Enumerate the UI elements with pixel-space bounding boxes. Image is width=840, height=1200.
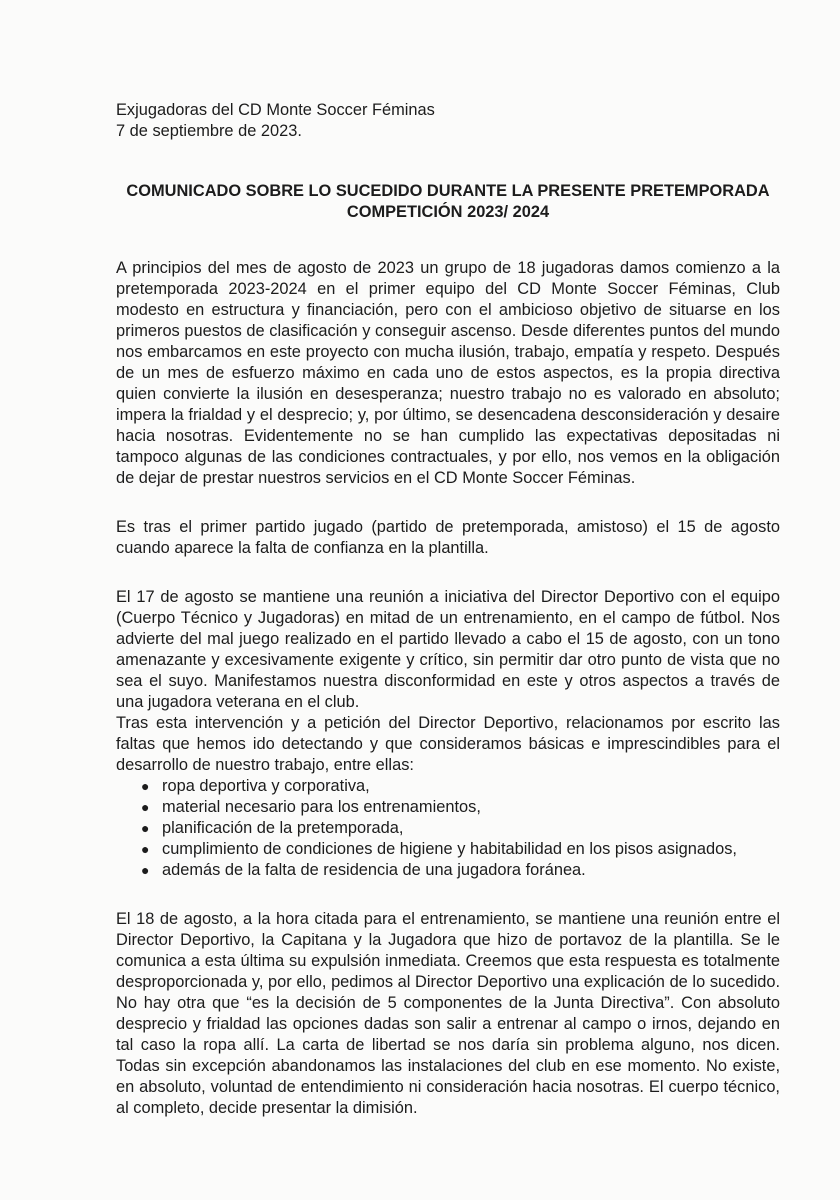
title-line-2: COMPETICIÓN 2023/ 2024 — [346, 203, 550, 221]
list-item: ● planificación de la pretemporada, — [141, 819, 404, 837]
list-item: ● ropa deportiva y corporativa, — [141, 777, 370, 795]
date-line: 7 de septiembre de 2023. — [116, 122, 302, 140]
bullet-icon: ● — [141, 862, 150, 878]
bullet-icon: ● — [141, 778, 150, 794]
document-title — [116, 181, 780, 223]
paragraph-4: Tras esta intervención y a petición del Director Deportivo, relacionamos por escrito las faltas que hemos ido detectando y que consideramos básicas e imprescindibles para el desarrollo de nuestro trabajo, entre ellas: — [116, 714, 780, 774]
paragraph-5: El 18 de agosto, a la hora citada para el entrenamiento, se mantiene una reunión entre el Director Deportivo, la Capitana y la Jugadora que hizo de portavoz de la plantilla. Se le comunica a esta última su expulsión inmediata. Creemos que esta respuesta es totalmente desproporcionada y, por ello, pedimos al Director Deportivo una explicación de lo sucedido. No hay otra que “es la decisión de 5 componentes de la Junta Directiva”. Con absoluto desprecio y frialdad las opciones dadas son salir a entrenar al campo o irnos, dejando en tal caso la ropa allí. La carta de libertad se nos daría sin problema alguno, nos dicen. Todas sin excepción abandonamos las instalaciones del club en ese momento. No existe, en absoluto, voluntad de entendimiento ni consideración hacia nosotras. El cuerpo técnico, al completo, decide presentar la dimisión. — [116, 910, 780, 1117]
list-item: ● material necesario para los entrenamientos, — [141, 798, 481, 816]
bullet-icon: ● — [141, 799, 150, 815]
sender-line: Exjugadoras del CD Monte Soccer Féminas — [116, 101, 435, 119]
paragraph-1: A principios del mes de agosto de 2023 un grupo de 18 jugadoras damos comienzo a la pretemporada 2023-2024 en el primer equipo del CD Monte Soccer Féminas, Club modesto en estructura y financiación, pero con el ambicioso objetivo de situarse en los primeros puestos de clasificación y conseguir ascenso. Desde diferentes puntos del mundo nos embarcamos en este proyecto con mucha ilusión, trabajo, empatía y respeto. Después de un mes de esfuerzo máximo en cada uno de estos aspectos, es la propia directiva quien convierte la ilusión en desesperanza; nuestro trabajo no es valorado en absoluto; impera la frialdad y el desprecio; y, por último, se desencadena desconsideración y desaire hacia nosotras. Evidentemente no se han cumplido las expectativas depositadas ni tampoco algunas de las condiciones contractuales, y por ello, nos vemos en la obligación de dejar de prestar nuestros servicios en el CD Monte Soccer Féminas. — [116, 259, 780, 487]
list-item: ● además de la falta de residencia de una jugadora foránea. — [141, 861, 586, 879]
bullet-icon: ● — [141, 841, 150, 857]
list-item: ● cumplimiento de condiciones de higiene y habitabilidad en los pisos asignados, — [141, 840, 737, 858]
paragraph-3: El 17 de agosto se mantiene una reunión a iniciativa del Director Deportivo con el equipo (Cuerpo Técnico y Jugadoras) en mitad de un entrenamiento, en el campo de fútbol. Nos advierte del mal juego realizado en el partido llevado a cabo el 15 de agosto, con un tono amenazante y excesivamente exigente y crítico, sin permitir dar otro punto de vista que no sea el suyo. Manifestamos nuestra disconformidad en este y otros aspectos a través de una jugadora veterana en el club. — [116, 588, 780, 711]
paragraph-2: Es tras el primer partido jugado (partido de pretemporada, amistoso) el 15 de agosto cuando aparece la falta de confianza en la plantilla. — [116, 518, 780, 557]
title-line-1: COMUNICADO SOBRE LO SUCEDIDO DURANTE LA PRESENTE PRETEMPORADA — [126, 182, 770, 200]
bullet-icon: ● — [141, 820, 150, 836]
bullet-list — [116, 776, 780, 881]
